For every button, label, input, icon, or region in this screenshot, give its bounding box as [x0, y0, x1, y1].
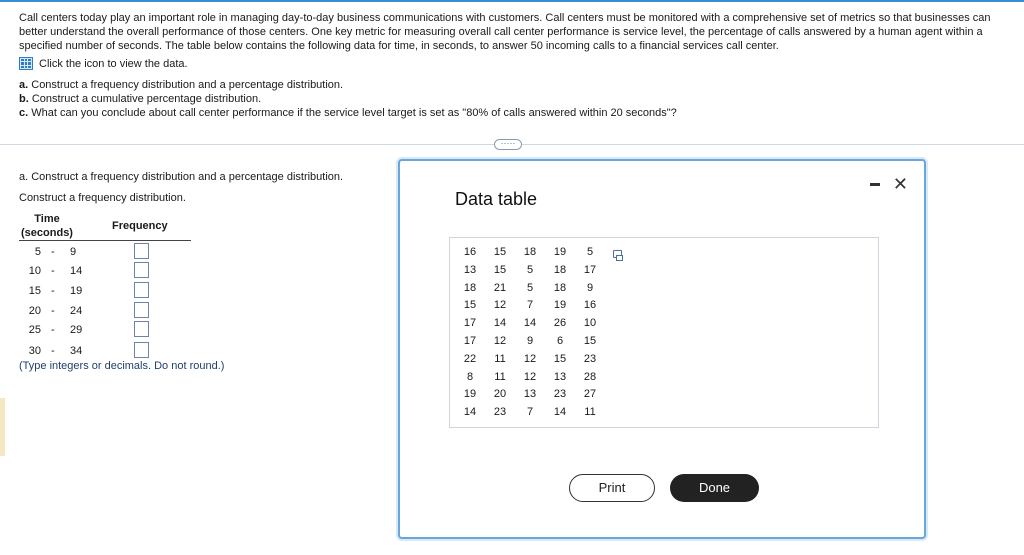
copy-icon[interactable] [613, 250, 622, 258]
data-table-dialog [398, 159, 926, 539]
table-cell: 12 [493, 299, 507, 312]
frequency-input[interactable] [134, 243, 149, 259]
close-icon[interactable]: ✕ [892, 174, 908, 194]
table-cell: 19 [553, 299, 567, 312]
table-cell: 18 [553, 281, 567, 294]
header-rule [19, 240, 191, 241]
table-cell: 28 [583, 370, 597, 383]
table-cell: 12 [493, 334, 507, 347]
table-cell: 9 [526, 334, 534, 347]
table-cell: 17 [583, 263, 597, 276]
table-cell: 13 [463, 263, 477, 276]
top-rule [0, 0, 1024, 2]
table-row: 15 - 19 [19, 285, 191, 303]
table-row: 5 - 9 [19, 246, 191, 264]
table-grid-icon[interactable] [19, 57, 33, 70]
table-cell: 27 [583, 388, 597, 401]
table-cell: 9 [586, 281, 594, 294]
part-a-subheading: Construct a frequency distribution. [19, 192, 186, 204]
table-row [455, 264, 605, 282]
table-cell: 14 [463, 406, 477, 419]
question-a: a. Construct a frequency distribution and a percentage distribution. [19, 79, 344, 91]
table-cell: 14 [553, 406, 567, 419]
table-row: 30 - 34 [19, 345, 191, 363]
table-row: 20 - 24 [19, 305, 191, 323]
table-cell: 11 [584, 406, 596, 419]
table-cell: 15 [463, 299, 477, 312]
part-a-heading: a. Construct a frequency distribution and a percentage distribution. [19, 171, 344, 183]
table-cell: 5 [586, 246, 594, 258]
minimize-icon[interactable] [870, 183, 880, 186]
expand-more-button[interactable]: ····· [494, 139, 522, 150]
table-cell: 17 [463, 334, 477, 347]
table-cell: 7 [526, 299, 534, 312]
table-cell: 21 [493, 281, 507, 294]
table-row [455, 406, 605, 424]
table-row: 10 - 14 [19, 265, 191, 283]
table-cell: 22 [463, 352, 477, 365]
table-row [455, 282, 605, 300]
table-cell: 8 [466, 370, 474, 383]
table-cell: 26 [553, 317, 567, 330]
input-instruction-note: (Type integers or decimals. Do not round.) [19, 360, 225, 372]
question-c: c. What can you conclude about call center performance if the service level target is set as "80% of calls answered within 20 seconds"? [19, 107, 677, 119]
dialog-title: Data table [455, 189, 538, 209]
data-table-box [449, 237, 879, 428]
table-cell: 5 [526, 263, 534, 276]
table-cell: 5 [526, 281, 534, 294]
frequency-input[interactable] [134, 262, 149, 278]
table-cell: 16 [583, 299, 597, 312]
table-cell: 7 [526, 406, 534, 419]
data-grid [455, 246, 605, 424]
table-cell: 12 [523, 352, 537, 365]
table-cell: 16 [463, 246, 477, 258]
question-list [19, 78, 677, 120]
view-data-line [19, 57, 188, 70]
table-cell: 14 [493, 317, 507, 330]
table-row [455, 317, 605, 335]
table-cell: 17 [463, 317, 477, 330]
table-row [455, 335, 605, 353]
view-data-text: Click the icon to view the data. [39, 57, 188, 70]
frequency-input[interactable] [134, 342, 149, 358]
table-cell: 15 [553, 352, 567, 365]
table-row [455, 246, 605, 264]
table-cell: 15 [493, 246, 507, 258]
done-button[interactable]: Done [670, 474, 759, 502]
table-row [455, 388, 605, 406]
table-cell: 19 [553, 246, 567, 258]
table-row: 25 - 29 [19, 324, 191, 342]
column-header-time: Time (seconds) [21, 213, 73, 239]
print-button[interactable]: Print [569, 474, 655, 502]
table-cell: 15 [583, 334, 597, 347]
table-cell: 11 [494, 352, 506, 365]
table-cell: 18 [463, 281, 477, 294]
problem-intro: Call centers today play an important role in managing day-to-day business communications with customers. Call centers must be monitored with a comprehensive set of metrics so that businesses can better understand the overall performance of those centers. One key metric for measuring overall call center performance is service level, the percentage of calls answered by a human agent within a specified number of seconds. The table below contains the following data for time, in seconds, to answer 50 incoming calls to a financial services call center. [19, 12, 991, 52]
table-cell: 23 [493, 406, 507, 419]
table-cell: 14 [523, 317, 537, 330]
question-b: b. Construct a cumulative percentage distribution. [19, 93, 262, 105]
table-cell: 11 [494, 370, 506, 383]
frequency-input[interactable] [134, 302, 149, 318]
table-cell: 10 [583, 317, 597, 330]
frequency-input[interactable] [134, 321, 149, 337]
table-row [455, 371, 605, 389]
table-cell: 19 [463, 388, 477, 401]
table-cell: 13 [553, 370, 567, 383]
table-row [455, 353, 605, 371]
table-row [455, 299, 605, 317]
table-cell: 18 [523, 246, 537, 258]
table-cell: 13 [523, 388, 537, 401]
table-cell: 18 [553, 263, 567, 276]
table-cell: 15 [493, 263, 507, 276]
column-header-frequency: Frequency [112, 220, 168, 232]
table-cell: 23 [583, 352, 597, 365]
table-cell: 12 [523, 370, 537, 383]
table-cell: 23 [553, 388, 567, 401]
table-cell: 6 [556, 334, 564, 347]
left-edge-marker [0, 398, 5, 456]
frequency-input[interactable] [134, 282, 149, 298]
table-cell: 20 [493, 388, 507, 401]
